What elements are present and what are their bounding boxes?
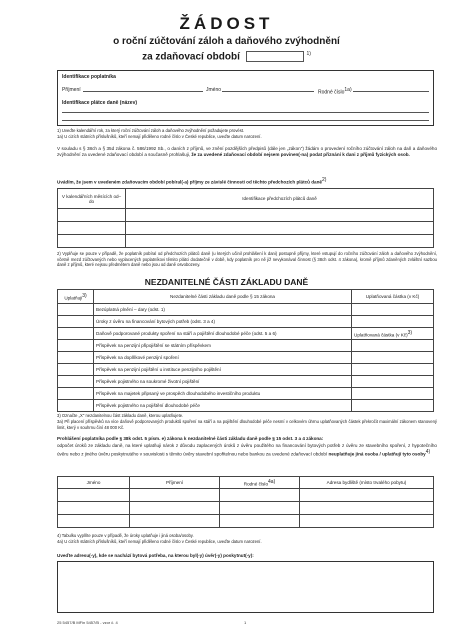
- payer-name-input-2[interactable]: [62, 120, 429, 121]
- amount-input[interactable]: [352, 304, 434, 316]
- deduction-label: Příspěvek pojistného na pojištění dlouhodobé péče: [94, 400, 352, 412]
- person-name-header: Jméno: [58, 477, 130, 489]
- period-footnote-mark: 1): [306, 51, 311, 57]
- amount-input[interactable]: [352, 400, 434, 412]
- page-number: 1: [244, 620, 247, 625]
- deduction-label: Příspěvek na doplňkové penzijní spoření: [94, 352, 352, 364]
- deduction-label: Bezúplatná plnění – dary (odst. 1): [94, 304, 352, 316]
- person-address-cell[interactable]: [300, 515, 434, 528]
- deduction-label: Úroky z úvěru na financování bytových potřeb (odst. 3 a 4): [94, 316, 352, 328]
- apply-header: Uplatňuji3): [58, 290, 94, 304]
- person-name-cell[interactable]: [58, 489, 130, 502]
- deductions-title: NEZDANITELNÉ ČÁSTI ZÁKLADU DANĚ: [144, 277, 309, 287]
- apply-checkbox[interactable]: [58, 328, 94, 340]
- apply-checkbox[interactable]: [58, 316, 94, 328]
- apply-checkbox[interactable]: [58, 340, 94, 352]
- form-code: 25 5457/B MFin 5457/B - vzor č. 4: [57, 620, 118, 625]
- previous-payers-table: [57, 188, 434, 248]
- note-2: 2) Vyplňuje se pouze v případě, že poplatník pobíral od předchozích plátců daně (u kterých učinil prohlášení k dani) postupně příjmy, které vstupují do ročního zúčtování záloh a daňového zvýhodnění, včetně mezd zúčtovaných nebo vyplacených poplatníkovi těmito plátci dodatečně v době, kdy poplatník pro ně již nevykonával činnost (§ 38ch odst. 4 zákona), kromě příjmů zdaněných zvláštní sazbou daně z příjmů, které nejsou předmětem daně nebo jsou od daně osvobozeny.: [57, 251, 437, 267]
- payer-cell[interactable]: [126, 235, 434, 248]
- amount-input[interactable]: [352, 340, 434, 352]
- person-address-cell[interactable]: [300, 502, 434, 515]
- name-label: Jméno: [206, 87, 222, 93]
- person-address-cell[interactable]: [300, 489, 434, 502]
- note-1a: 1a) U cizích státních příslušníků, kteří nemají přiděleno rodné číslo v České republice, uveďte datum narození.: [57, 134, 262, 139]
- person-name-cell[interactable]: [58, 502, 130, 515]
- note-4a: 4a) U cizích státních příslušníků, kteří nemají přiděleno rodné číslo v České republice, uveďte datum narození.: [57, 539, 262, 544]
- period-label: za zdaňovací období: [142, 51, 240, 63]
- payer-cell[interactable]: [126, 209, 434, 222]
- person-surname-cell[interactable]: [130, 502, 220, 515]
- months-header: V kalendářních měsících od–do: [58, 189, 126, 209]
- interest-persons-table: [57, 476, 434, 528]
- amount-input[interactable]: [352, 352, 434, 364]
- housing-address-label: Uveďte adresu(-y), kde se nachází bytová potřeba, na kterou byl(-y) úvěr(-y) poskytnut(-y):: [57, 553, 254, 558]
- apply-checkbox[interactable]: [58, 376, 94, 388]
- apply-checkbox[interactable]: [58, 352, 94, 364]
- interest-declaration-paragraph: odpočet úroků ze základu daně, na které uplatňuji nárok z důvodu zaplacených úroků z úvěru použitého na financování bytových potřeb z úvěru ze stavebního spoření, z hypotečního úvěru nebo z jiného úvěru poskytnutého v souvislosti s těmito úvěry stavební spořitelnou nebo bankou za uvedené zdaňovací období neuplatňuje jiná osoba / uplatňují tyto osoby4): [57, 443, 437, 457]
- form-period-line: [0, 51, 453, 62]
- amount-input[interactable]: [352, 316, 434, 328]
- person-birth-cell[interactable]: [220, 502, 300, 515]
- amount-input[interactable]: Uplatňovaná částka (v Kč)3): [352, 328, 434, 340]
- taxpayer-id-heading: Identifikace poplatníka: [62, 74, 116, 80]
- surname-input[interactable]: [83, 91, 203, 92]
- months-cell[interactable]: [58, 235, 126, 248]
- amount-input[interactable]: [352, 376, 434, 388]
- deductions-table: [57, 289, 434, 412]
- interest-declaration-heading: Prohlášení poplatníka podle § 38k odst. 5 písm. e) zákona k nezdanitelné části základu daně podle § 15 odst. 3 a 4 zákona:: [57, 436, 324, 441]
- amount-input[interactable]: [352, 388, 434, 400]
- deduction-part-header: Nezdanitelné části základu daně podle § 15 zákona: [94, 290, 352, 304]
- person-address-header: Adresa bydliště (místo trvalého pobytu): [300, 477, 434, 489]
- note-1: 1) Uveďte kalendářní rok, za který roční zúčtování záloh a daňového zvýhodnění požadujete provést.: [57, 128, 245, 133]
- amount-header: Uplatňovaná částka (v Kč): [352, 290, 434, 304]
- form-title: ŽÁDOST: [179, 14, 274, 33]
- person-surname-cell[interactable]: [130, 489, 220, 502]
- form-subtitle: o roční zúčtování záloh a daňového zvýhodnění: [113, 36, 340, 47]
- housing-address-input[interactable]: [57, 561, 434, 613]
- payer-cell[interactable]: [126, 222, 434, 235]
- person-surname-header: Příjmení: [130, 477, 220, 489]
- payer-id-header: Identifikace předchozích plátců daně: [126, 189, 434, 209]
- person-birth-cell[interactable]: [220, 489, 300, 502]
- name-input[interactable]: [222, 91, 314, 92]
- amount-input[interactable]: [352, 364, 434, 376]
- months-cell[interactable]: [58, 222, 126, 235]
- deduction-label: Příspěvek na penzijní připojištění se státním příspěvkem: [94, 340, 352, 352]
- apply-checkbox[interactable]: [58, 400, 94, 412]
- payer-id-label: Identifikace plátce daně (název): [62, 100, 138, 106]
- note-4: 4) Tabulku vyplňte pouze v případě, že úroky uplatňuje i jiná osoba/osoby.: [57, 533, 194, 538]
- deduction-label: Příspěvek na penzijní pojištění u instituce penzijního pojištění: [94, 364, 352, 376]
- note-3a: 3a) Při placení příspěvků na více daňově podporovaných produktů spoření na stáří a na pojištění dlouhodobé péče nesmí v celkovém úhrnu uplatňovaných částek překročit maximální zákonem stanovený limit, který v souhrnu činí 48 000 Kč.: [57, 419, 437, 430]
- declaration-paragraph: V souladu s § 38ch a § 35d zákona č. 586/1992 Sb., o daních z příjmů, ve znění pozdějších předpisů (dále jen „zákon") žádám o provedení ročního zúčtování záloh na daň a daňového zvýhodnění za uvedené zdaňovací období a současně prohlašuji, že za uvedené zdaňovací období nejsem povinen(-na) podat přiznání k dani z příjmů fyzických osob.: [57, 146, 437, 158]
- person-birth-header: Rodné číslo4a): [220, 477, 300, 489]
- birth-number-label: Rodné číslo1a): [318, 87, 352, 96]
- deduction-label: Příspěvek pojistného na soukromé životní pojištění: [94, 376, 352, 388]
- person-surname-cell[interactable]: [130, 515, 220, 528]
- note-3: 3) Označte „X" nezdanitelnou část základu daně, kterou uplatňujete.: [57, 413, 184, 418]
- prev-income-statement: Uvádím, že jsem v uvedeném zdaňovacím období pobíral(-a) příjmy ze závislé činnosti od těchto předchozích plátců daně2): [57, 177, 327, 185]
- surname-label: Příjmení: [62, 87, 81, 93]
- apply-checkbox[interactable]: [58, 304, 94, 316]
- apply-checkbox[interactable]: [58, 364, 94, 376]
- deduction-label: Příspěvek na majetek připsaný ve prospěch dlouhodobého investičního produktu: [94, 388, 352, 400]
- birth-number-input[interactable]: [353, 91, 429, 92]
- apply-checkbox[interactable]: [58, 388, 94, 400]
- months-cell[interactable]: [58, 209, 126, 222]
- payer-name-input-1[interactable]: [62, 112, 429, 113]
- deduction-label: Daňově podporované produkty spoření na stáří a pojištění dlouhodobé péče (odst. 5 a 6): [94, 328, 352, 340]
- person-name-cell[interactable]: [58, 515, 130, 528]
- person-birth-cell[interactable]: [220, 515, 300, 528]
- period-input[interactable]: [246, 51, 304, 62]
